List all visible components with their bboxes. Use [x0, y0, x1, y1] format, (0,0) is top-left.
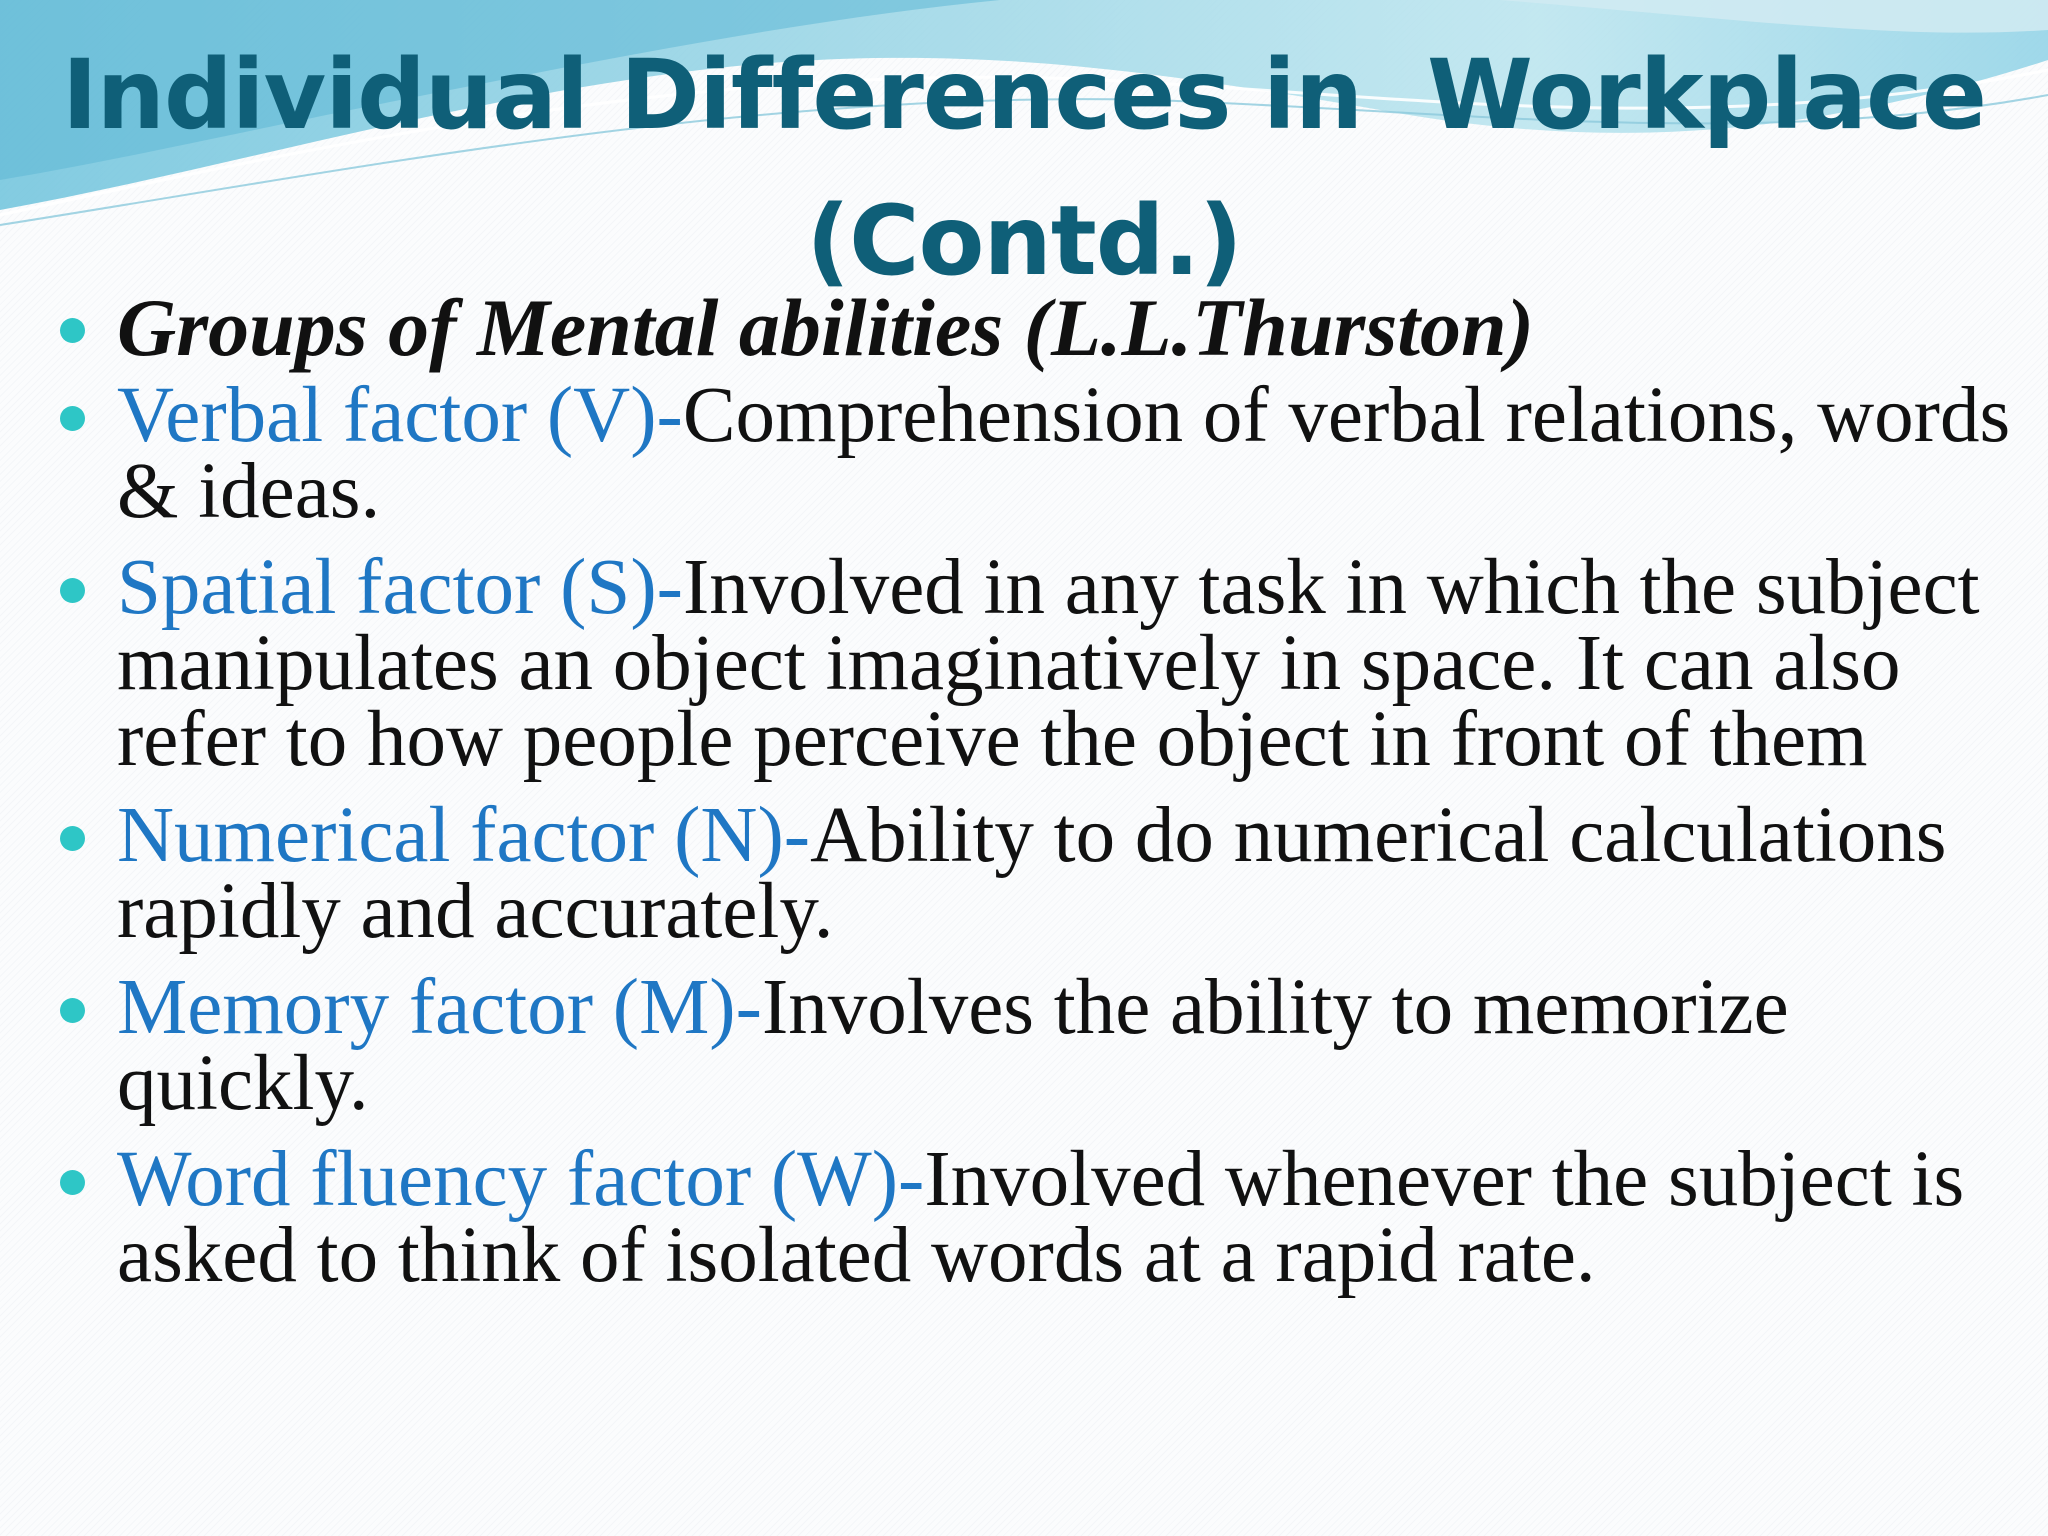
- bullet-item-numerical: [60, 792, 2020, 955]
- item-description: Ability to do numerical calculations rapidly and accurately.: [117, 792, 1947, 955]
- bullet-dot-icon: [60, 1170, 85, 1195]
- item-description: Involved whenever the subject is asked to think of isolated words at a rapid rate.: [117, 1136, 1965, 1299]
- item-term: Numerical factor (N)-: [117, 792, 811, 879]
- bullet-dot-icon: [60, 826, 85, 851]
- slide-title: [0, 22, 2048, 314]
- bullet-dot-icon: [60, 406, 85, 431]
- bullet-list: [60, 282, 2020, 1314]
- heading-text: Groups of Mental abilities (L.L.Thurston): [117, 282, 1534, 373]
- item-description: Comprehension of verbal relations, words & ideas.: [117, 372, 2011, 535]
- item-description: Involved in any task in which the subject manipulates an object imaginatively in space. It can also refer to how people perceive the object in front of them: [117, 544, 1980, 783]
- bullet-item-memory: [60, 964, 2020, 1127]
- item-term: Memory factor (M)-: [117, 964, 762, 1051]
- item-term: Spatial factor (S)-: [117, 544, 683, 631]
- bullet-item-spatial: [60, 544, 2020, 783]
- bullet-dot-icon: [60, 998, 85, 1023]
- title-line-1: Individual Differences in Workplace: [61, 39, 1987, 151]
- item-term: Word fluency factor (W)-: [117, 1136, 925, 1223]
- bullet-dot-icon: [60, 578, 85, 603]
- bullet-item-word-fluency: [60, 1136, 2020, 1299]
- bullet-dot-icon: [60, 318, 85, 343]
- bullet-heading: [60, 282, 2020, 373]
- title-line-2: (Contd.): [806, 185, 1242, 297]
- item-description: Involves the ability to memorize quickly.: [117, 964, 1789, 1127]
- item-term: Verbal factor (V)-: [117, 372, 683, 459]
- bullet-item-verbal: [60, 372, 2020, 535]
